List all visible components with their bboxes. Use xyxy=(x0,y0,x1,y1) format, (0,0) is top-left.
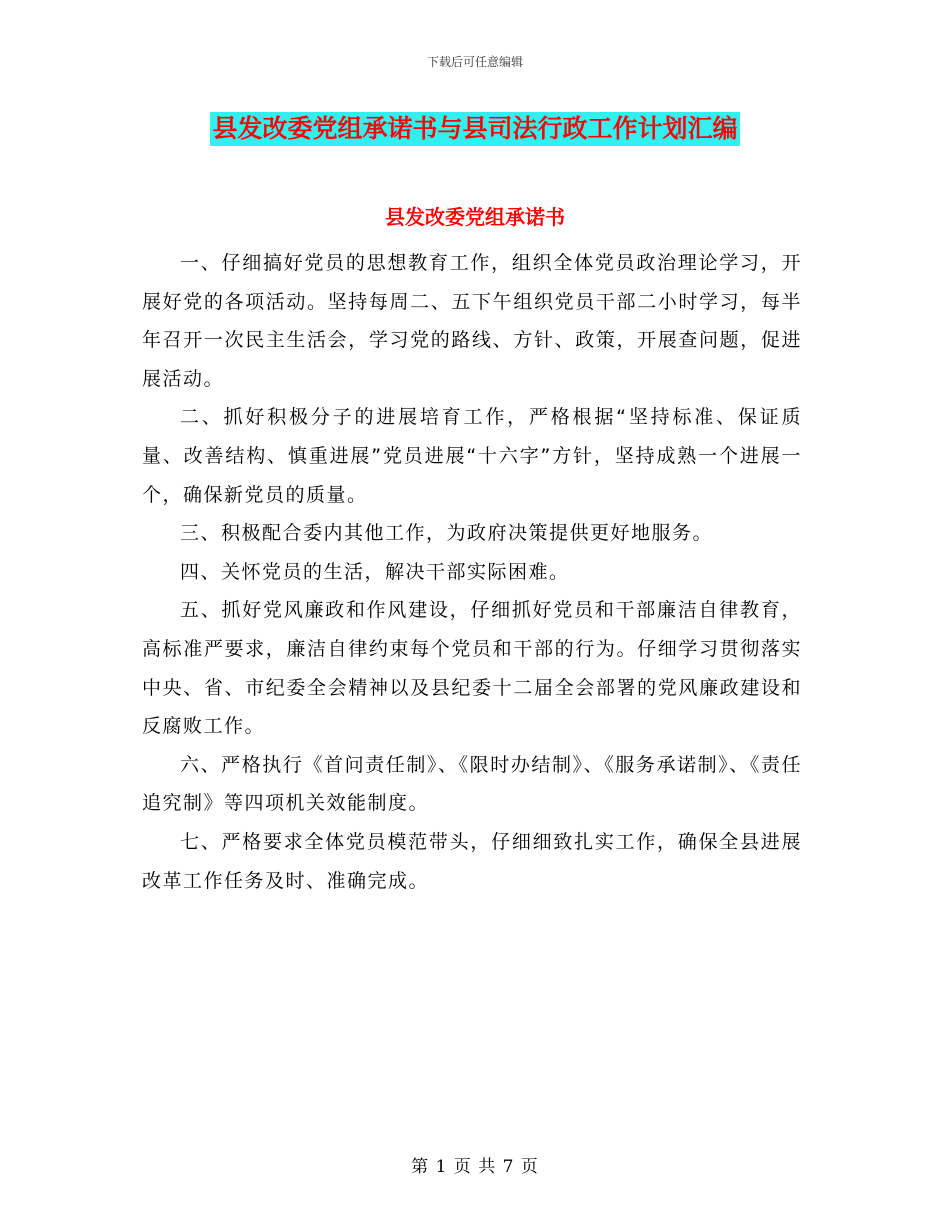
body-text xyxy=(142,244,802,900)
paragraph-4: 四、关怀党员的生活，解决干部实际困难。 xyxy=(180,560,570,583)
header-note: 下载后可任意编辑 xyxy=(426,55,523,69)
paragraph-6: 六、严格执行《首问责任制》、《限时办结制》、《服务承诺制》、《责任追究制》等四项机关效能制度。 xyxy=(142,753,802,815)
main-title-wrap xyxy=(0,112,950,146)
page-footer: 第 1 页 共 7 页 xyxy=(411,1157,539,1177)
sub-title: 县发改委党组承诺书 xyxy=(385,205,565,229)
paragraph-3: 三、积极配合委内其他工作，为政府决策提供更好地服务。 xyxy=(180,522,714,545)
main-title: 县发改委党组承诺书与县司法行政工作计划汇编 xyxy=(210,112,739,146)
paragraph-7: 七、严格要求全体党员模范带头，仔细细致扎实工作，确保全县进展改革工作任务及时、准确完成。 xyxy=(142,830,802,892)
paragraph-1: 一、仔细搞好党员的思想教育工作，组织全体党员政治理论学习，开展好党的各项活动。坚持每周二、五下午组织党员干部二小时学习，每半年召开一次民主生活会，学习党的路线、方针、政策，开展查问题，促进展活动。 xyxy=(142,252,802,390)
paragraph-2: 二、抓好积极分子的进展培育工作，严格根据“坚持标准、保证质量、改善结构、慎重进展”党员进展“十六字”方针，坚持成熟一个进展一个，确保新党员的质量。 xyxy=(142,406,802,506)
paragraph-5: 五、抓好党风廉政和作风建设，仔细抓好党员和干部廉洁自律教育，高标准严要求，廉洁自律约束每个党员和干部的行为。仔细学习贯彻落实中央、省、市纪委全会精神以及县纪委十二届全会部署的党风廉政建设和反腐败工作。 xyxy=(142,599,802,738)
